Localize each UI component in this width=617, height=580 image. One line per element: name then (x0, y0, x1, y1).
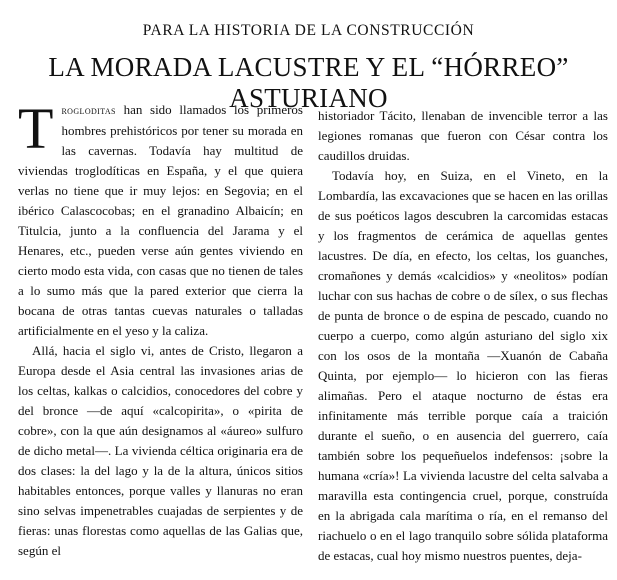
paragraph-2: Allá, hacia el siglo vi, antes de Cristo, llegaron a Europa desde el Asia central las invasiones arias de los celtas, kalkas o calcidios, conocedores del cobre y del bronce —de aquí «calcopirita», o «pirita de cobre», con la que aún designamos al «áureo» sulfuro de dicho metal—. La vivienda céltica originaria era de dos clases: la del lago y la de la altura, únicos sitios habitables entonces, porque valles y llanuras no eran sino selvas impenetrables cuajadas de serpientes y de fieras: unas florestas como aquellas de las Galias que, según el (18, 343, 303, 558)
paragraph-1-text: han sido llamados los primeros hombres prehistóricos por tener su morada en las cavernas. Todavía hay multitud de viviendas troglodíticas en España, y el que quiera verlas no tiene que ir muy lejos: en Segovia; en el ibérico Calascocobas; en el granadino Albaicín; en Titulcia, junto a la confluencia del Jarama y el Henares, etc., pueden verse aún gentes viviendo en cierto modo esta vida, con casas que no tienen de tales a lo sumo más que la pared exterior que cierra la bocana de otras tantas cuevas naturales o talladas artificialmente en el yeso y la caliza. (18, 102, 303, 338)
lead-word: rogloditas (61, 105, 116, 117)
paragraph-1 (18, 96, 303, 341)
right-column (318, 106, 608, 566)
paragraph-continuation: historiador Tácito, llenaban de invencible terror a las legiones romanas que fueron con César contra los caudillos druidas. (318, 108, 608, 163)
paragraph-3: Todavía hoy, en Suiza, en el Vineto, en la Lombardía, las excavaciones que se hacen en las orillas de sus poéticos lagos descubren la carcomidas estacas y los fragmentos de cerámica de aquellas gentes lacustres. De día, en efecto, los celtas, los guanches, cromañones y demás «calcidios» y «neolitos» podían luchar con sus hachas de cobre o de sílex, o sus flechas de punta de bronce o de espina de pescado, cuando no cuerpo a cuerpo, como algún asturiano del siglo xix con los osos de la montaña —Xuanón de Cabaña Quinta, por ejemplo— lo hicieron con las fieras alimañas. Pero el ataque nocturno de éstas era infinitamente más terrible porque caía a traición durante el sueño, o en ausencia del guerrero, caía también sobre los pequeñuelos indefensos: ¡sobre la humana «cría»! La vivienda lacustre del celta salvaba a maravilla esta contingencia cruel, porque, construída en la abrigada cala marítima o ría, en el remanso del riachuelo o en el lago tranquilo sobre sólida plataforma de estacas, cual hoy mismo nuestros puentes, deja- (318, 168, 608, 563)
drop-cap: T (18, 96, 54, 161)
article-title: LA MORADA LACUSTRE Y EL “HÓRREO” ASTURIANO (48, 52, 569, 113)
section-kicker: PARA LA HISTORIA DE LA CONSTRUCCIÓN (142, 22, 475, 39)
left-column (18, 96, 303, 561)
